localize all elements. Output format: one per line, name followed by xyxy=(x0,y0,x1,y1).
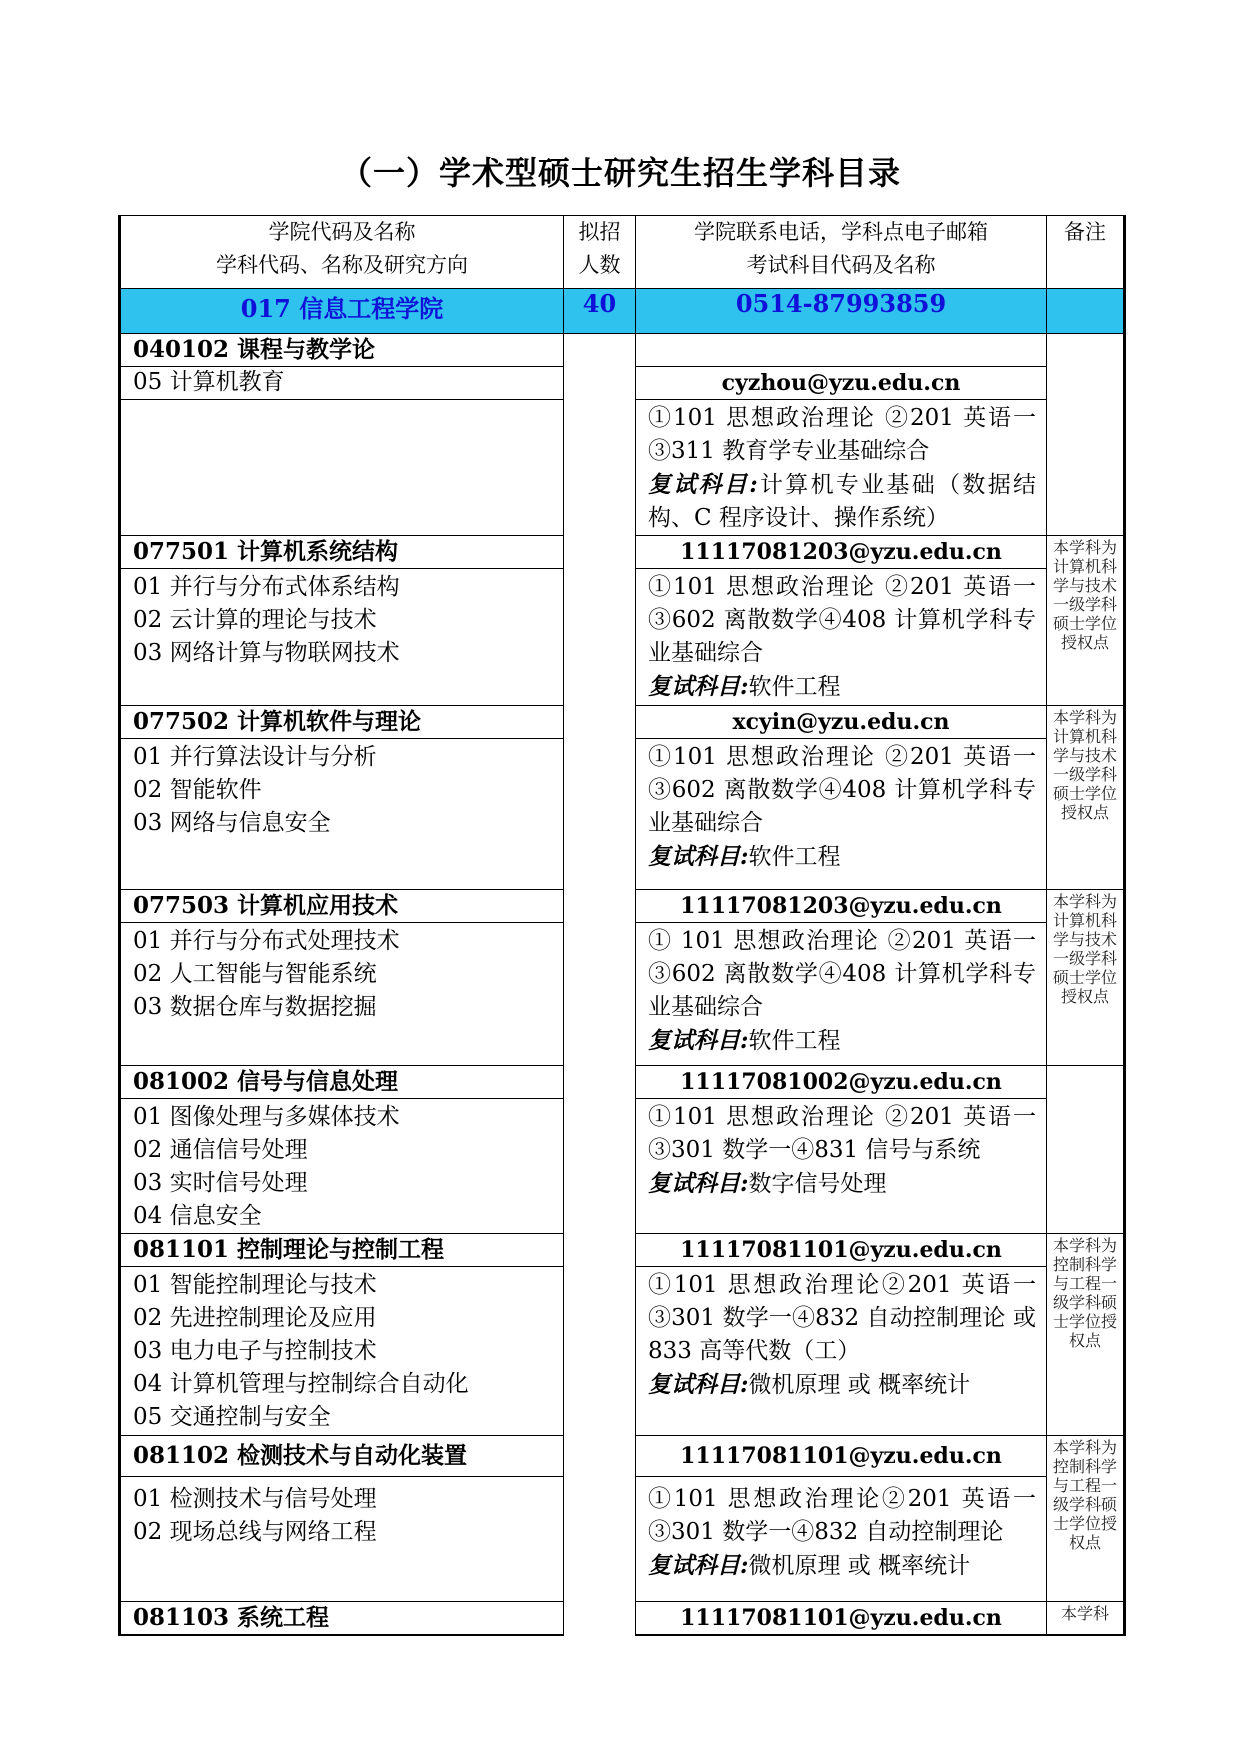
direction-item: 02 云计算的理论与技术 xyxy=(133,607,377,633)
header-col2-line2: 人数 xyxy=(578,253,621,277)
subject-email: 11117081101@yzu.edu.cn xyxy=(636,1234,1047,1267)
direction-item: 01 并行算法设计与分析 xyxy=(133,744,377,770)
subject-email: 11117081002@yzu.edu.cn xyxy=(636,1066,1047,1099)
college-name: 017 信息工程学院 xyxy=(120,289,564,334)
subject-title: 081102 检测技术与自动化装置 xyxy=(120,1436,564,1477)
direction-item: 03 电力电子与控制技术 xyxy=(133,1338,377,1364)
retest-label: 复试科目: xyxy=(648,1170,749,1197)
retest-label: 复试科目: xyxy=(648,1027,749,1054)
page-title: （一）学术型硕士研究生招生学科目录 xyxy=(339,154,901,192)
direction-item: 03 数据仓库与数据挖掘 xyxy=(133,994,377,1020)
subject-note: 本学科为控制科学与工程一级学科硕士学位授权点 xyxy=(1047,1436,1125,1602)
college-row xyxy=(120,289,1125,334)
subject-email: xcyin@yzu.edu.cn xyxy=(636,706,1047,739)
subject-email: 11117081203@yzu.edu.cn xyxy=(636,890,1047,923)
retest-text: 软件工程 xyxy=(748,1028,841,1054)
direction-item: 02 通信信号处理 xyxy=(133,1137,308,1163)
direction-list xyxy=(120,569,564,706)
subject-note: 本学科为计算机科学与技术一级学科硕士学位授权点 xyxy=(1047,536,1125,706)
direction-item: 01 检测技术与信号处理 xyxy=(133,1486,377,1512)
subject-title: 077502 计算机软件与理论 xyxy=(120,706,564,739)
retest-text: 软件工程 xyxy=(748,844,841,870)
direction-list xyxy=(120,1099,564,1234)
exam-subjects xyxy=(636,400,1047,536)
retest-label: 复试科目: xyxy=(648,1371,749,1398)
exam-text: ①101 思想政治理论 ②201 英语一③602 离散数学④408 计算机学科专业基础综合 xyxy=(648,574,1036,666)
subject-title: 081103 系统工程 xyxy=(120,1602,564,1636)
direction-list xyxy=(120,1477,564,1602)
direction-item: 01 并行与分布式体系结构 xyxy=(133,574,400,600)
header-quota xyxy=(564,216,636,289)
direction-item: 02 现场总线与网络工程 xyxy=(133,1519,377,1545)
exam-text: ①101 思想政治理论②201 英语一③301 数学一④832 自动控制理论 xyxy=(648,1486,1036,1545)
direction-list xyxy=(120,739,564,890)
header-col3-line1: 学院联系电话，学科点电子邮箱 xyxy=(694,220,988,244)
subject-note xyxy=(1047,334,1125,536)
subject-title: 081101 控制理论与控制工程 xyxy=(120,1234,564,1267)
subject-catalog-table xyxy=(118,215,1126,1636)
retest-text: 数字信号处理 xyxy=(748,1171,887,1197)
exam-text: ①101 思想政治理论 ②201 英语一③602 离散数学④408 计算机学科专业基础综合 xyxy=(648,744,1036,836)
subject-title: 081002 信号与信息处理 xyxy=(120,1066,564,1099)
direction-list xyxy=(120,367,564,400)
exam-subjects xyxy=(636,1267,1047,1436)
exam-subjects xyxy=(636,1099,1047,1234)
direction-item: 03 实时信号处理 xyxy=(133,1170,308,1196)
direction-list xyxy=(120,923,564,1066)
exam-subjects xyxy=(636,923,1047,1066)
exam-text: ①101 思想政治理论 ②201 英语一③311 教育学专业基础综合 xyxy=(648,405,1036,464)
header-col1-line1: 学院代码及名称 xyxy=(268,220,416,244)
subject-title: 077501 计算机系统结构 xyxy=(120,536,564,569)
header-college-subject xyxy=(120,216,564,289)
subject-note xyxy=(1047,1066,1125,1234)
header-contact-exam xyxy=(636,216,1047,289)
subject-note: 本学科为计算机科学与技术一级学科硕士学位授权点 xyxy=(1047,706,1125,890)
header-col1-line2: 学科代码、名称及研究方向 xyxy=(216,253,468,277)
direction-list xyxy=(120,1267,564,1436)
college-phone: 0514-87993859 xyxy=(636,289,1047,334)
subject-email: 11117081101@yzu.edu.cn xyxy=(636,1602,1047,1636)
college-remarks-cell xyxy=(1047,289,1125,334)
retest-label: 复试科目: xyxy=(648,1552,749,1579)
subject-note: 本学科为控制科学与工程一级学科硕士学位授权点 xyxy=(1047,1234,1125,1436)
subject-email: 11117081101@yzu.edu.cn xyxy=(636,1436,1047,1477)
direction-item: 04 信息安全 xyxy=(133,1203,262,1229)
retest-text: 微机原理 或 概率统计 xyxy=(748,1372,971,1398)
header-col3-line2: 考试科目代码及名称 xyxy=(746,253,936,277)
subject-title: 040102 课程与教学论 xyxy=(120,334,564,367)
direction-item: 03 网络计算与物联网技术 xyxy=(133,640,400,666)
direction-item: 04 计算机管理与控制综合自动化 xyxy=(133,1371,469,1397)
subject-email xyxy=(636,334,1047,367)
exam-text: ①101 思想政治理论 ②201 英语一③301 数学一④831 信号与系统 xyxy=(648,1104,1036,1163)
retest-label: 复试科目: xyxy=(648,843,749,870)
exam-subjects xyxy=(636,1477,1047,1602)
retest-label: 复试科目: xyxy=(648,673,749,700)
exam-text: ①101 思想政治理论②201 英语一③301 数学一④832 自动控制理论 或833 高等代数（工） xyxy=(648,1272,1036,1364)
retest-text: 微机原理 或 概率统计 xyxy=(748,1553,971,1579)
retest-text: 软件工程 xyxy=(748,674,841,700)
direction-item: 02 先进控制理论及应用 xyxy=(133,1305,377,1331)
direction-item: 02 智能软件 xyxy=(133,777,262,803)
exam-text: ① 101 思想政治理论 ②201 英语一③602 离散数学④408 计算机学科专业基础综合 xyxy=(648,928,1036,1020)
direction-empty xyxy=(120,400,564,536)
quota-blank-cell xyxy=(564,334,636,1636)
retest-label: 复试科目: xyxy=(648,471,758,498)
header-remarks: 备注 xyxy=(1047,216,1125,289)
college-quota: 40 xyxy=(564,289,636,334)
header-col2-line1: 拟招 xyxy=(578,220,621,244)
direction-item: 01 图像处理与多媒体技术 xyxy=(133,1104,400,1130)
table-header-row xyxy=(120,216,1125,289)
direction-item: 01 智能控制理论与技术 xyxy=(133,1272,377,1298)
direction-item: 02 人工智能与智能系统 xyxy=(133,961,377,987)
table-row xyxy=(120,334,1125,367)
exam-subjects xyxy=(636,739,1047,890)
direction-item: 05 计算机教育 xyxy=(133,369,285,395)
subject-note: 本学科 xyxy=(1047,1602,1125,1636)
subject-title: 077503 计算机应用技术 xyxy=(120,890,564,923)
subject-email: cyzhou@yzu.edu.cn xyxy=(636,367,1047,400)
direction-item: 01 并行与分布式处理技术 xyxy=(133,928,400,954)
direction-item: 03 网络与信息安全 xyxy=(133,810,331,836)
exam-subjects xyxy=(636,569,1047,706)
subject-note: 本学科为计算机科学与技术一级学科硕士学位授权点 xyxy=(1047,890,1125,1066)
subject-email: 11117081203@yzu.edu.cn xyxy=(636,536,1047,569)
retest-text: 计算机专业基础（数据结构、C 程序设计、操作系统） xyxy=(648,472,1037,531)
direction-item: 05 交通控制与安全 xyxy=(133,1404,331,1430)
